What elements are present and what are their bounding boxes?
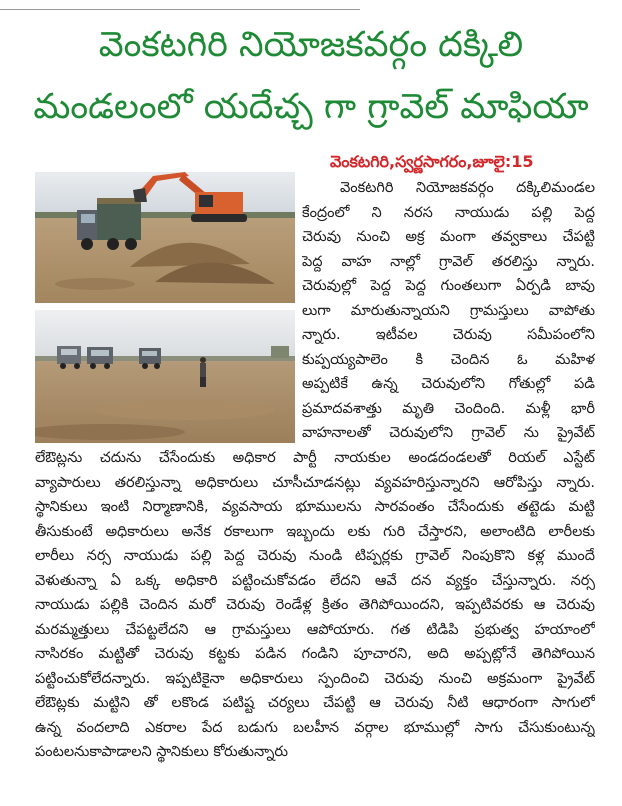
- top-divider-rule: [0, 9, 360, 10]
- article-column-text: [302, 176, 595, 446]
- article-line: మరమ్మత్తులు చేపట్టలేదని ఆ గ్రామస్తులు ఆపోయారు. గత టిడిపి ప్రభుత్వ హయాంలో: [35, 621, 595, 638]
- article-line: పెద్ద వాహ నాల్లో గ్రావెల్ తరలిస్తు న్నారు.: [302, 253, 595, 270]
- headline-line-2: మండలంలో యదేచ్చ గా గ్రావెల్ మాఫియా: [33, 87, 589, 127]
- article-line: లేఔట్లకు మట్టిని తో లకొండ పటిష్ట చర్యలు చేపట్టి ఆ చెరువు నీటి ఆధారంగా సాగులో: [35, 695, 595, 711]
- article-line: తీసుకుంటే అధికారులు అనేక రకాలుగా ఇబ్బందు లకు గురి చేస్తారని, అలాంటిది లారీలకు: [35, 523, 595, 540]
- headline-line-1: వెంకటగిరి నియోజకవర్గం దక్కిలి: [98, 25, 524, 65]
- article-line: కుప్పయ్యపాలెం కి చెందిన ఓ మహిళ: [302, 351, 595, 368]
- news-photo-2: [35, 310, 295, 443]
- article-line: వెళుతున్నా ఏ ఒక్క అధికారి పట్టించుకోవడం లేదని ఆవే దన వ్యక్తం చేస్తున్నారు. నర్స: [35, 572, 595, 589]
- news-photo-1-image: [35, 172, 295, 303]
- article-line: చెరువుల్లో పెద్ద పెద్ద గుంతలుగా ఏర్పడి బావు: [302, 278, 595, 294]
- article-line: లుగా మారుతున్నాయని గ్రామస్తులు వాపోతు: [302, 302, 595, 319]
- dateline: వెంకటగిరి,స్వర్ణసాగరం,జూలై:15: [330, 152, 534, 171]
- article-line: వ్యాపారులు తరలిస్తున్నా అధికారులు చూసీచూడనట్లు వ్యవహరిస్తున్నారని ఆరోపిస్తు న్నారు.: [35, 474, 595, 491]
- article-line: చెరువు నుంచి అక్ర మంగా తవ్వకాలు చేపట్టి: [302, 229, 595, 245]
- article-line: వాహనాలతో చెరువులోని గ్రావెల్ ను ప్రైవేట్: [302, 425, 595, 441]
- article-full-width-text: [35, 446, 595, 765]
- article-line: పట్టించుకోలేదన్నారు. ఇప్పటికైనా అధికారులు స్పందించి చెరువు నుంచి అక్రమంగా ప్రైవేట్: [35, 670, 595, 687]
- article-line: న్నారు. ఇటీవల చెరువు సమీపంలోని: [302, 327, 595, 343]
- article-line: వెంకటగిరి నియోజకవర్గం దక్కిలిమండల: [340, 180, 595, 196]
- article-line: లారీలు నర్స నాయుడు పల్లి పెద్ద చెరువు నుండి టిప్పర్లకు గ్రావెల్ నింపుకొని కళ్ల ముందే: [35, 548, 595, 564]
- article-line: ఉన్న వందలాది ఎకరాల పేద బడుగు బలహీన వర్గాల భూముల్లో సాగు చేసుకుంటున్న: [35, 719, 595, 736]
- article-line: కేంద్రంలో ని నరస నాయుడు పల్లి పెద్ద: [302, 204, 595, 221]
- article-line: నాయుడు పల్లికి చెందిన మరో చెరువు రెండేళ్ల క్రితం తెగిపోయిందని, ఇప్పటివరకు ఆ చెరువు: [35, 597, 595, 613]
- article-line: నాసిరకం మట్టితో చెరువు కట్టకు పడిన గండిని పూచారని, అది అప్పట్లోనే తెగిపోయిన: [35, 646, 595, 662]
- article-line: స్థానికులు ఇంటి నిర్మాణానికి, వ్యవసాయ భూములను సారవంతం చేసేందుకు తట్టెడు మట్టి: [35, 499, 595, 515]
- article-line-last: పంటలనుకాపాడాలని స్థానికులు కోరుతున్నారు: [35, 744, 288, 760]
- news-photo-2-image: [35, 310, 295, 443]
- news-photo-1: [35, 172, 295, 303]
- article-line: అప్పటికే ఉన్న చెరువులోని గోతుల్లో పడి: [302, 376, 595, 392]
- article-line: లేఔట్లను చదును చేసేందుకు అధికార పార్టీ నాయకుల అండదండలతో రియల్ ఎస్టేట్: [35, 450, 595, 466]
- person-standing: [200, 357, 206, 387]
- article-line: ప్రమాదవశాత్తు మృతి చెందింది. మళ్లీ భారీ: [302, 400, 595, 417]
